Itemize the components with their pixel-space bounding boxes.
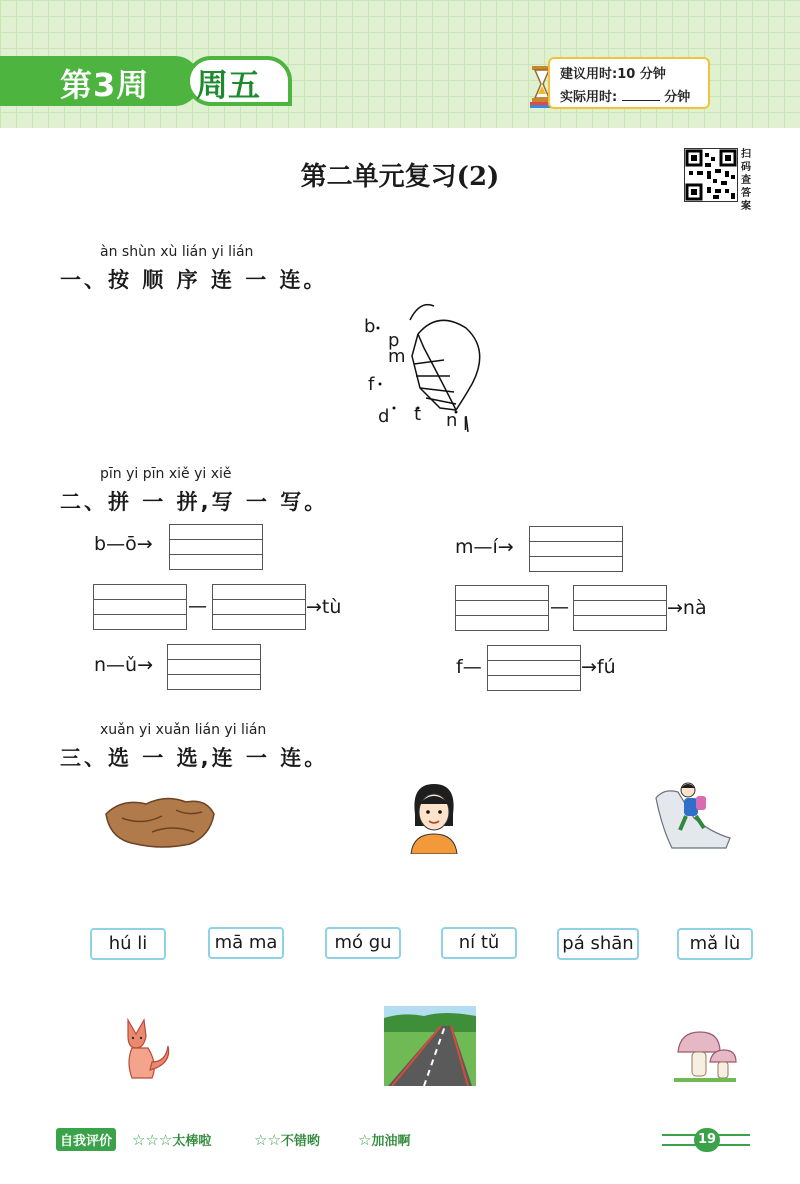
pinyin-card[interactable]: ní tǔ [441, 927, 517, 959]
qr-code-icon[interactable] [684, 148, 738, 202]
spell-f: f— [456, 656, 482, 678]
actual-time-blank[interactable] [622, 100, 660, 101]
suggested-time: 建议用时:10 分钟 [560, 67, 666, 82]
star-icon: ☆ [358, 1131, 372, 1149]
section1-title: 一、按 顺 序 连 一 连。 [60, 268, 328, 292]
page-title: 第二单元复习(2) [300, 162, 500, 192]
answer-box-b-o[interactable] [169, 524, 263, 570]
self-eval-label: 自我评价 [56, 1128, 116, 1151]
answer-box-fu[interactable] [487, 645, 581, 691]
answer-box-na-final[interactable] [573, 585, 667, 631]
pinyin-card[interactable]: mā ma [208, 927, 284, 959]
result-tu: →tù [306, 596, 342, 618]
letter-b: b [364, 316, 376, 337]
pinyin-card[interactable]: mǎ lù [677, 928, 753, 960]
answer-box-n-u[interactable] [167, 644, 261, 690]
dash-separator: — [550, 596, 569, 618]
letter-m: m [388, 346, 406, 367]
pinyin-card[interactable]: hú li [90, 928, 166, 960]
answer-box-m-i[interactable] [529, 526, 623, 572]
letter-f: f [368, 374, 375, 395]
star-icon: ☆☆ [254, 1131, 281, 1149]
answer-box-tu-initial[interactable] [93, 584, 187, 630]
mud-picture[interactable] [102, 792, 218, 852]
pinyin-card[interactable]: mó gu [325, 927, 401, 959]
answer-box-tu-final[interactable] [212, 584, 306, 630]
mushroom-picture[interactable] [672, 1028, 738, 1084]
bee-dot-to-dot [360, 298, 500, 440]
section2-title: 二、拼 一 拼,写 一 写。 [60, 490, 329, 514]
fox-picture[interactable] [118, 1012, 174, 1082]
result-na: →nà [667, 597, 707, 619]
road-picture[interactable] [384, 1006, 476, 1086]
section1-pinyin: àn shùn xù lián yi lián [100, 244, 254, 260]
actual-time: 实际用时: 分钟 [560, 90, 691, 105]
answer-box-na-initial[interactable] [455, 585, 549, 631]
section3-pinyin: xuǎn yi xuǎn lián yi lián [100, 722, 267, 738]
climbing-picture[interactable] [654, 778, 732, 850]
letter-t: t [414, 404, 422, 425]
qr-caption: 扫码查答案 [741, 149, 751, 212]
rating-great[interactable]: ☆☆☆太棒啦 [132, 1131, 212, 1149]
week-label: 第3周 [60, 66, 150, 104]
section3-title: 三、选 一 选,连 一 连。 [60, 746, 329, 770]
page-number: 19 [694, 1128, 720, 1152]
day-label: 周五 [196, 66, 261, 104]
letter-l: l [463, 414, 469, 435]
section2-pinyin: pīn yi pīn xiě yi xiě [100, 466, 232, 482]
rating-try[interactable]: ☆加油啊 [358, 1131, 411, 1149]
result-fu: →fú [581, 656, 616, 678]
dash-separator: — [188, 595, 207, 617]
letter-p: p [388, 330, 400, 351]
pinyin-card[interactable]: pá shān [557, 928, 639, 960]
star-icon: ☆☆☆ [132, 1131, 173, 1149]
spell-m-i: m—í→ [455, 536, 514, 558]
spell-n-u: n—ǔ→ [94, 654, 154, 676]
rating-good[interactable]: ☆☆不错哟 [254, 1131, 320, 1149]
letter-n: n [446, 410, 458, 431]
mother-picture[interactable] [405, 780, 463, 854]
letter-d: d [378, 406, 390, 427]
spell-b-o: b—ō→ [94, 533, 153, 555]
